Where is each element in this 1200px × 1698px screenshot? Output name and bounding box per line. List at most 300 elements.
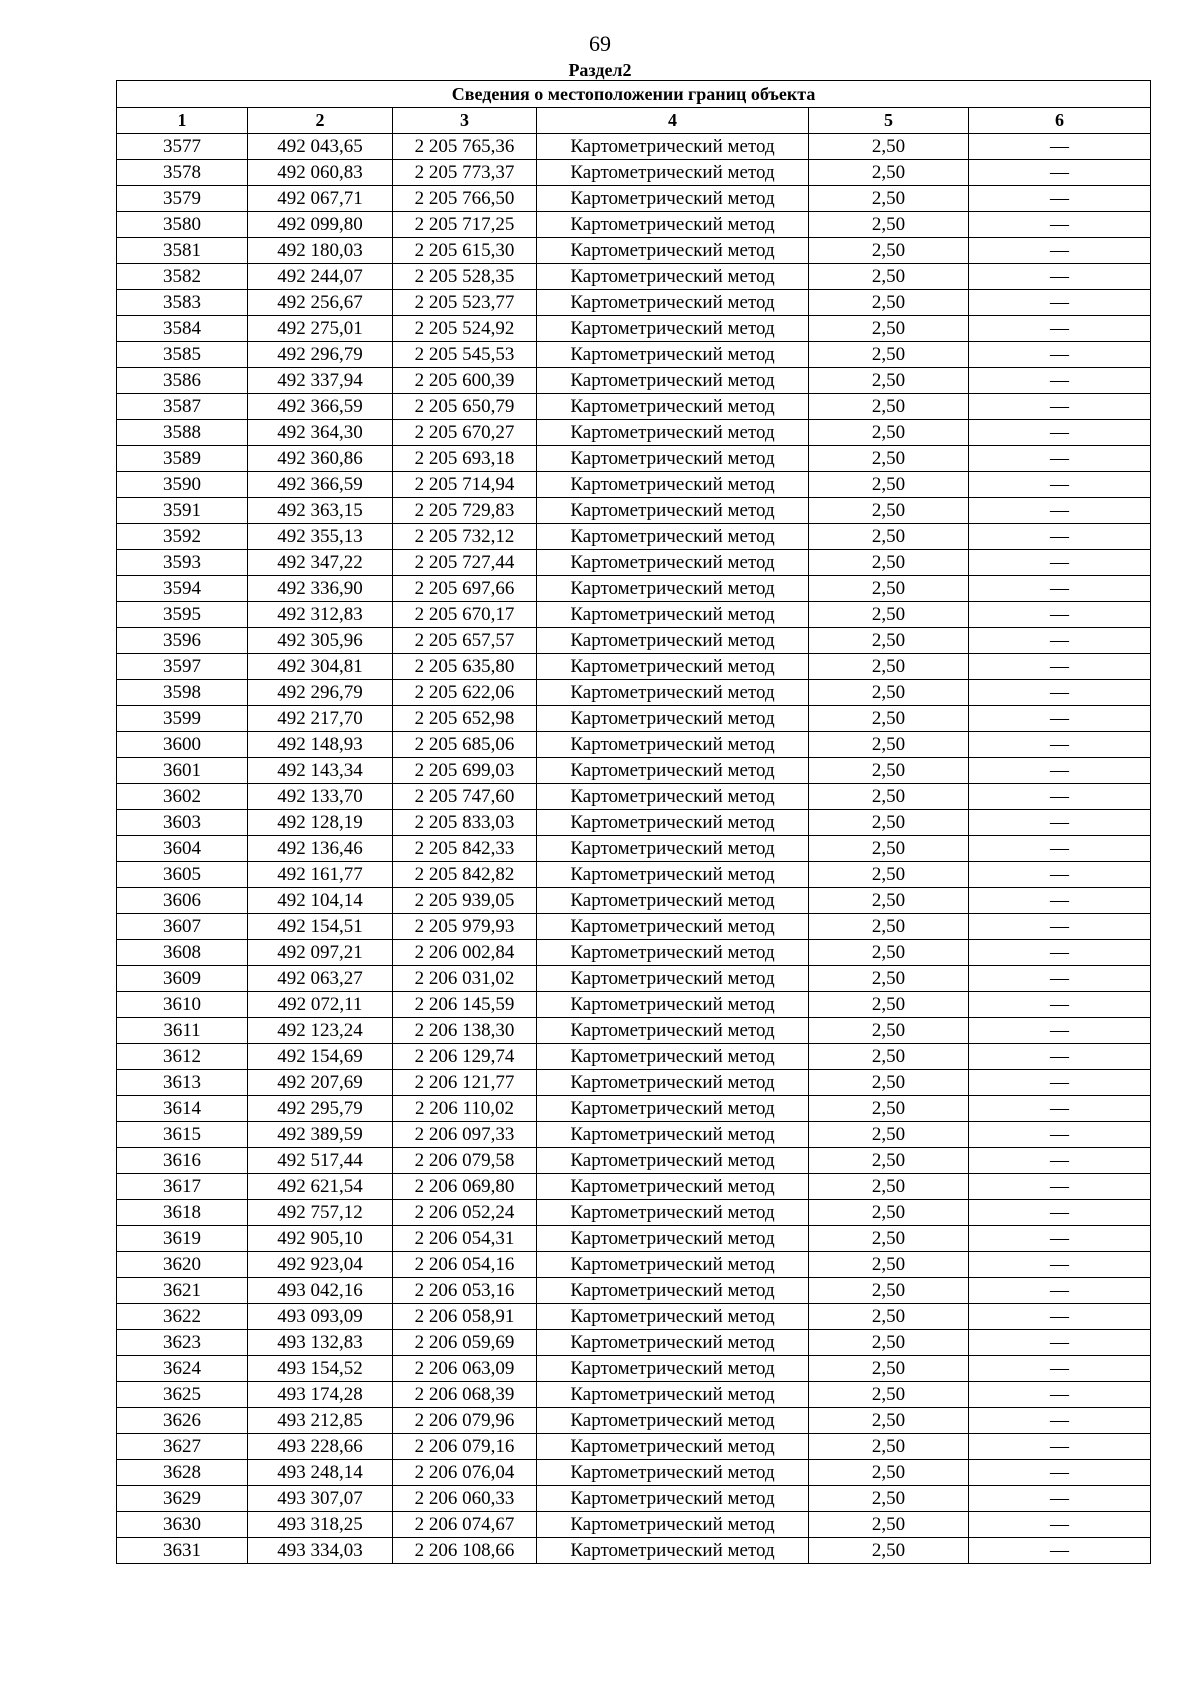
point-number-cell: 3611 — [117, 1018, 248, 1044]
column-number: 2 — [248, 108, 393, 134]
accuracy-cell: 2,50 — [809, 316, 969, 342]
table-row — [117, 992, 1151, 1018]
description-cell: — — [969, 1408, 1151, 1434]
accuracy-cell: 2,50 — [809, 784, 969, 810]
accuracy-cell: 2,50 — [809, 758, 969, 784]
section-title: Раздел2 — [568, 60, 632, 80]
y-coordinate-cell: 2 205 714,94 — [393, 472, 537, 498]
point-number-cell: 3584 — [117, 316, 248, 342]
description-cell: — — [969, 1356, 1151, 1382]
method-cell: Картометрический метод — [537, 836, 809, 862]
point-number-cell: 3628 — [117, 1460, 248, 1486]
accuracy-cell: 2,50 — [809, 1538, 969, 1564]
point-number-cell: 3585 — [117, 342, 248, 368]
accuracy-cell: 2,50 — [809, 212, 969, 238]
y-coordinate-cell: 2 205 652,98 — [393, 706, 537, 732]
description-cell: — — [969, 368, 1151, 394]
description-cell: — — [969, 966, 1151, 992]
table-row — [117, 1174, 1151, 1200]
description-cell: — — [969, 550, 1151, 576]
point-number-cell: 3623 — [117, 1330, 248, 1356]
description-cell: — — [969, 1122, 1151, 1148]
description-cell: — — [969, 524, 1151, 550]
x-coordinate-cell: 492 366,59 — [248, 472, 393, 498]
x-coordinate-cell: 492 104,14 — [248, 888, 393, 914]
y-coordinate-cell: 2 205 717,25 — [393, 212, 537, 238]
accuracy-cell: 2,50 — [809, 1226, 969, 1252]
description-cell: — — [969, 732, 1151, 758]
point-number-cell: 3601 — [117, 758, 248, 784]
x-coordinate-cell: 492 244,07 — [248, 264, 393, 290]
column-number: 6 — [969, 108, 1151, 134]
x-coordinate-cell: 492 517,44 — [248, 1148, 393, 1174]
point-number-cell: 3610 — [117, 992, 248, 1018]
method-cell: Картометрический метод — [537, 940, 809, 966]
y-coordinate-cell: 2 206 079,96 — [393, 1408, 537, 1434]
x-coordinate-cell: 492 154,51 — [248, 914, 393, 940]
accuracy-cell: 2,50 — [809, 1512, 969, 1538]
table-row — [117, 1018, 1151, 1044]
point-number-cell: 3600 — [117, 732, 248, 758]
y-coordinate-cell: 2 206 068,39 — [393, 1382, 537, 1408]
description-cell: — — [969, 576, 1151, 602]
table-row — [117, 810, 1151, 836]
method-cell: Картометрический метод — [537, 1356, 809, 1382]
table-row — [117, 550, 1151, 576]
accuracy-cell: 2,50 — [809, 1408, 969, 1434]
y-coordinate-cell: 2 206 079,58 — [393, 1148, 537, 1174]
table-row — [117, 576, 1151, 602]
x-coordinate-cell: 492 304,81 — [248, 654, 393, 680]
x-coordinate-cell: 492 360,86 — [248, 446, 393, 472]
y-coordinate-cell: 2 206 054,16 — [393, 1252, 537, 1278]
table-header — [117, 81, 1151, 134]
x-coordinate-cell: 492 207,69 — [248, 1070, 393, 1096]
table-row — [117, 446, 1151, 472]
table-row — [117, 1226, 1151, 1252]
y-coordinate-cell: 2 206 138,30 — [393, 1018, 537, 1044]
y-coordinate-cell: 2 206 121,77 — [393, 1070, 537, 1096]
x-coordinate-cell: 492 355,13 — [248, 524, 393, 550]
point-number-cell: 3617 — [117, 1174, 248, 1200]
method-cell: Картометрический метод — [537, 186, 809, 212]
x-coordinate-cell: 492 363,15 — [248, 498, 393, 524]
description-cell: — — [969, 212, 1151, 238]
y-coordinate-cell: 2 205 657,57 — [393, 628, 537, 654]
y-coordinate-cell: 2 205 842,82 — [393, 862, 537, 888]
x-coordinate-cell: 492 148,93 — [248, 732, 393, 758]
accuracy-cell: 2,50 — [809, 1148, 969, 1174]
point-number-cell: 3620 — [117, 1252, 248, 1278]
x-coordinate-cell: 492 337,94 — [248, 368, 393, 394]
table-row — [117, 342, 1151, 368]
accuracy-cell: 2,50 — [809, 498, 969, 524]
point-number-cell: 3589 — [117, 446, 248, 472]
y-coordinate-cell: 2 206 054,31 — [393, 1226, 537, 1252]
description-cell: — — [969, 992, 1151, 1018]
table-row — [117, 1382, 1151, 1408]
x-coordinate-cell: 492 296,79 — [248, 342, 393, 368]
y-coordinate-cell: 2 205 727,44 — [393, 550, 537, 576]
accuracy-cell: 2,50 — [809, 914, 969, 940]
table-row — [117, 1200, 1151, 1226]
point-number-cell: 3612 — [117, 1044, 248, 1070]
method-cell: Картометрический метод — [537, 342, 809, 368]
y-coordinate-cell: 2 205 842,33 — [393, 836, 537, 862]
description-cell: — — [969, 186, 1151, 212]
point-number-cell: 3596 — [117, 628, 248, 654]
description-cell: — — [969, 1460, 1151, 1486]
table-row — [117, 1096, 1151, 1122]
y-coordinate-cell: 2 205 622,06 — [393, 680, 537, 706]
accuracy-cell: 2,50 — [809, 1304, 969, 1330]
y-coordinate-cell: 2 205 833,03 — [393, 810, 537, 836]
x-coordinate-cell: 492 305,96 — [248, 628, 393, 654]
description-cell: — — [969, 316, 1151, 342]
x-coordinate-cell: 493 154,52 — [248, 1356, 393, 1382]
table-row — [117, 1460, 1151, 1486]
description-cell: — — [969, 394, 1151, 420]
y-coordinate-cell: 2 205 747,60 — [393, 784, 537, 810]
method-cell: Картометрический метод — [537, 1538, 809, 1564]
accuracy-cell: 2,50 — [809, 446, 969, 472]
accuracy-cell: 2,50 — [809, 524, 969, 550]
y-coordinate-cell: 2 206 059,69 — [393, 1330, 537, 1356]
y-coordinate-cell: 2 206 110,02 — [393, 1096, 537, 1122]
table-row — [117, 914, 1151, 940]
table-row — [117, 1122, 1151, 1148]
x-coordinate-cell: 492 072,11 — [248, 992, 393, 1018]
point-number-cell: 3606 — [117, 888, 248, 914]
table-row — [117, 862, 1151, 888]
description-cell: — — [969, 602, 1151, 628]
description-cell: — — [969, 420, 1151, 446]
method-cell: Картометрический метод — [537, 1148, 809, 1174]
accuracy-cell: 2,50 — [809, 186, 969, 212]
accuracy-cell: 2,50 — [809, 1070, 969, 1096]
accuracy-cell: 2,50 — [809, 862, 969, 888]
table-row — [117, 1044, 1151, 1070]
description-cell: — — [969, 1278, 1151, 1304]
table-row — [117, 290, 1151, 316]
method-cell: Картометрический метод — [537, 420, 809, 446]
y-coordinate-cell: 2 206 079,16 — [393, 1434, 537, 1460]
method-cell: Картометрический метод — [537, 1330, 809, 1356]
method-cell: Картометрический метод — [537, 1460, 809, 1486]
description-cell: — — [969, 472, 1151, 498]
x-coordinate-cell: 492 347,22 — [248, 550, 393, 576]
description-cell: — — [969, 1200, 1151, 1226]
accuracy-cell: 2,50 — [809, 1252, 969, 1278]
x-coordinate-cell: 492 097,21 — [248, 940, 393, 966]
table-row — [117, 472, 1151, 498]
x-coordinate-cell: 492 905,10 — [248, 1226, 393, 1252]
method-cell: Картометрический метод — [537, 732, 809, 758]
point-number-cell: 3622 — [117, 1304, 248, 1330]
accuracy-cell: 2,50 — [809, 1174, 969, 1200]
description-cell: — — [969, 862, 1151, 888]
accuracy-cell: 2,50 — [809, 1486, 969, 1512]
method-cell: Картометрический метод — [537, 134, 809, 160]
y-coordinate-cell: 2 205 773,37 — [393, 160, 537, 186]
point-number-cell: 3604 — [117, 836, 248, 862]
description-cell: — — [969, 628, 1151, 654]
description-cell: — — [969, 498, 1151, 524]
point-number-cell: 3624 — [117, 1356, 248, 1382]
y-coordinate-cell: 2 206 069,80 — [393, 1174, 537, 1200]
accuracy-cell: 2,50 — [809, 602, 969, 628]
x-coordinate-cell: 492 067,71 — [248, 186, 393, 212]
point-number-cell: 3595 — [117, 602, 248, 628]
point-number-cell: 3599 — [117, 706, 248, 732]
accuracy-cell: 2,50 — [809, 966, 969, 992]
description-cell: — — [969, 238, 1151, 264]
accuracy-cell: 2,50 — [809, 160, 969, 186]
y-coordinate-cell: 2 206 053,16 — [393, 1278, 537, 1304]
accuracy-cell: 2,50 — [809, 1382, 969, 1408]
table-row — [117, 680, 1151, 706]
accuracy-cell: 2,50 — [809, 732, 969, 758]
method-cell: Картометрический метод — [537, 888, 809, 914]
description-cell: — — [969, 940, 1151, 966]
description-cell: — — [969, 1512, 1151, 1538]
method-cell: Картометрический метод — [537, 914, 809, 940]
description-cell: — — [969, 446, 1151, 472]
point-number-cell: 3616 — [117, 1148, 248, 1174]
description-cell: — — [969, 290, 1151, 316]
y-coordinate-cell: 2 206 060,33 — [393, 1486, 537, 1512]
point-number-cell: 3626 — [117, 1408, 248, 1434]
x-coordinate-cell: 492 336,90 — [248, 576, 393, 602]
table-row — [117, 238, 1151, 264]
table-row — [117, 498, 1151, 524]
method-cell: Картометрический метод — [537, 784, 809, 810]
point-number-cell: 3631 — [117, 1538, 248, 1564]
table-row — [117, 1070, 1151, 1096]
accuracy-cell: 2,50 — [809, 1200, 969, 1226]
accuracy-cell: 2,50 — [809, 1460, 969, 1486]
description-cell: — — [969, 1096, 1151, 1122]
accuracy-cell: 2,50 — [809, 420, 969, 446]
table-row — [117, 1408, 1151, 1434]
y-coordinate-cell: 2 206 031,02 — [393, 966, 537, 992]
point-number-cell: 3615 — [117, 1122, 248, 1148]
description-cell: — — [969, 1382, 1151, 1408]
description-cell: — — [969, 680, 1151, 706]
method-cell: Картометрический метод — [537, 160, 809, 186]
x-coordinate-cell: 492 366,59 — [248, 394, 393, 420]
point-number-cell: 3625 — [117, 1382, 248, 1408]
x-coordinate-cell: 492 180,03 — [248, 238, 393, 264]
table-row — [117, 1356, 1151, 1382]
point-number-cell: 3587 — [117, 394, 248, 420]
x-coordinate-cell: 492 161,77 — [248, 862, 393, 888]
point-number-cell: 3591 — [117, 498, 248, 524]
table-row — [117, 1330, 1151, 1356]
y-coordinate-cell: 2 205 979,93 — [393, 914, 537, 940]
x-coordinate-cell: 492 136,46 — [248, 836, 393, 862]
y-coordinate-cell: 2 205 939,05 — [393, 888, 537, 914]
x-coordinate-cell: 492 143,34 — [248, 758, 393, 784]
table-row — [117, 264, 1151, 290]
y-coordinate-cell: 2 205 545,53 — [393, 342, 537, 368]
x-coordinate-cell: 493 212,85 — [248, 1408, 393, 1434]
point-number-cell: 3592 — [117, 524, 248, 550]
y-coordinate-cell: 2 206 145,59 — [393, 992, 537, 1018]
x-coordinate-cell: 492 364,30 — [248, 420, 393, 446]
x-coordinate-cell: 493 307,07 — [248, 1486, 393, 1512]
accuracy-cell: 2,50 — [809, 550, 969, 576]
description-cell: — — [969, 1538, 1151, 1564]
description-cell: — — [969, 706, 1151, 732]
accuracy-cell: 2,50 — [809, 1434, 969, 1460]
method-cell: Картометрический метод — [537, 992, 809, 1018]
accuracy-cell: 2,50 — [809, 290, 969, 316]
table-caption: Сведения о местоположении границ объекта — [117, 81, 1151, 108]
method-cell: Картометрический метод — [537, 576, 809, 602]
table-row — [117, 1252, 1151, 1278]
y-coordinate-cell: 2 205 524,92 — [393, 316, 537, 342]
method-cell: Картометрический метод — [537, 1278, 809, 1304]
table-body — [117, 134, 1151, 1564]
table-row — [117, 368, 1151, 394]
table-row — [117, 966, 1151, 992]
x-coordinate-cell: 492 128,19 — [248, 810, 393, 836]
table-row — [117, 524, 1151, 550]
point-number-cell: 3598 — [117, 680, 248, 706]
accuracy-cell: 2,50 — [809, 1122, 969, 1148]
description-cell: — — [969, 134, 1151, 160]
y-coordinate-cell: 2 205 635,80 — [393, 654, 537, 680]
y-coordinate-cell: 2 205 732,12 — [393, 524, 537, 550]
accuracy-cell: 2,50 — [809, 472, 969, 498]
point-number-cell: 3627 — [117, 1434, 248, 1460]
method-cell: Картометрический метод — [537, 368, 809, 394]
accuracy-cell: 2,50 — [809, 1330, 969, 1356]
description-cell: — — [969, 1148, 1151, 1174]
x-coordinate-cell: 493 228,66 — [248, 1434, 393, 1460]
x-coordinate-cell: 492 133,70 — [248, 784, 393, 810]
accuracy-cell: 2,50 — [809, 264, 969, 290]
method-cell: Картометрический метод — [537, 524, 809, 550]
x-coordinate-cell: 492 923,04 — [248, 1252, 393, 1278]
accuracy-cell: 2,50 — [809, 628, 969, 654]
x-coordinate-cell: 492 389,59 — [248, 1122, 393, 1148]
accuracy-cell: 2,50 — [809, 706, 969, 732]
boundary-coordinates-table — [116, 80, 1151, 1564]
y-coordinate-cell: 2 205 765,36 — [393, 134, 537, 160]
point-number-cell: 3590 — [117, 472, 248, 498]
column-number: 4 — [537, 108, 809, 134]
x-coordinate-cell: 492 621,54 — [248, 1174, 393, 1200]
table-row — [117, 1538, 1151, 1564]
method-cell: Картометрический метод — [537, 1070, 809, 1096]
method-cell: Картометрический метод — [537, 550, 809, 576]
x-coordinate-cell: 493 132,83 — [248, 1330, 393, 1356]
table-row — [117, 784, 1151, 810]
point-number-cell: 3593 — [117, 550, 248, 576]
point-number-cell: 3614 — [117, 1096, 248, 1122]
x-coordinate-cell: 493 318,25 — [248, 1512, 393, 1538]
accuracy-cell: 2,50 — [809, 992, 969, 1018]
method-cell: Картометрический метод — [537, 1434, 809, 1460]
accuracy-cell: 2,50 — [809, 836, 969, 862]
table-row — [117, 212, 1151, 238]
point-number-cell: 3594 — [117, 576, 248, 602]
point-number-cell: 3581 — [117, 238, 248, 264]
y-coordinate-cell: 2 206 076,04 — [393, 1460, 537, 1486]
column-number-row — [117, 108, 1151, 134]
y-coordinate-cell: 2 205 615,30 — [393, 238, 537, 264]
point-number-cell: 3619 — [117, 1226, 248, 1252]
method-cell: Картометрический метод — [537, 472, 809, 498]
method-cell: Картометрический метод — [537, 1096, 809, 1122]
method-cell: Картометрический метод — [537, 446, 809, 472]
method-cell: Картометрический метод — [537, 212, 809, 238]
y-coordinate-cell: 2 206 002,84 — [393, 940, 537, 966]
x-coordinate-cell: 493 093,09 — [248, 1304, 393, 1330]
point-number-cell: 3597 — [117, 654, 248, 680]
accuracy-cell: 2,50 — [809, 394, 969, 420]
table-row — [117, 316, 1151, 342]
table-row — [117, 706, 1151, 732]
y-coordinate-cell: 2 205 523,77 — [393, 290, 537, 316]
table-row — [117, 836, 1151, 862]
y-coordinate-cell: 2 205 699,03 — [393, 758, 537, 784]
point-number-cell: 3621 — [117, 1278, 248, 1304]
table-caption-row — [117, 81, 1151, 108]
method-cell: Картометрический метод — [537, 1226, 809, 1252]
method-cell: Картометрический метод — [537, 290, 809, 316]
method-cell: Картометрический метод — [537, 316, 809, 342]
description-cell: — — [969, 1174, 1151, 1200]
y-coordinate-cell: 2 205 685,06 — [393, 732, 537, 758]
column-number: 3 — [393, 108, 537, 134]
description-cell: — — [969, 1044, 1151, 1070]
accuracy-cell: 2,50 — [809, 1044, 969, 1070]
method-cell: Картометрический метод — [537, 1408, 809, 1434]
x-coordinate-cell: 492 060,83 — [248, 160, 393, 186]
method-cell: Картометрический метод — [537, 966, 809, 992]
table-row — [117, 732, 1151, 758]
method-cell: Картометрический метод — [537, 862, 809, 888]
point-number-cell: 3579 — [117, 186, 248, 212]
accuracy-cell: 2,50 — [809, 654, 969, 680]
accuracy-cell: 2,50 — [809, 888, 969, 914]
description-cell: — — [969, 1018, 1151, 1044]
point-number-cell: 3613 — [117, 1070, 248, 1096]
method-cell: Картометрический метод — [537, 1018, 809, 1044]
point-number-cell: 3577 — [117, 134, 248, 160]
x-coordinate-cell: 493 334,03 — [248, 1538, 393, 1564]
method-cell: Картометрический метод — [537, 1512, 809, 1538]
method-cell: Картометрический метод — [537, 1174, 809, 1200]
table-row — [117, 628, 1151, 654]
description-cell: — — [969, 1226, 1151, 1252]
table-row — [117, 1148, 1151, 1174]
point-number-cell: 3629 — [117, 1486, 248, 1512]
point-number-cell: 3630 — [117, 1512, 248, 1538]
description-cell: — — [969, 888, 1151, 914]
method-cell: Картометрический метод — [537, 1382, 809, 1408]
y-coordinate-cell: 2 205 766,50 — [393, 186, 537, 212]
description-cell: — — [969, 914, 1151, 940]
point-number-cell: 3608 — [117, 940, 248, 966]
table-row — [117, 134, 1151, 160]
x-coordinate-cell: 492 154,69 — [248, 1044, 393, 1070]
table-row — [117, 186, 1151, 212]
x-coordinate-cell: 492 099,80 — [248, 212, 393, 238]
